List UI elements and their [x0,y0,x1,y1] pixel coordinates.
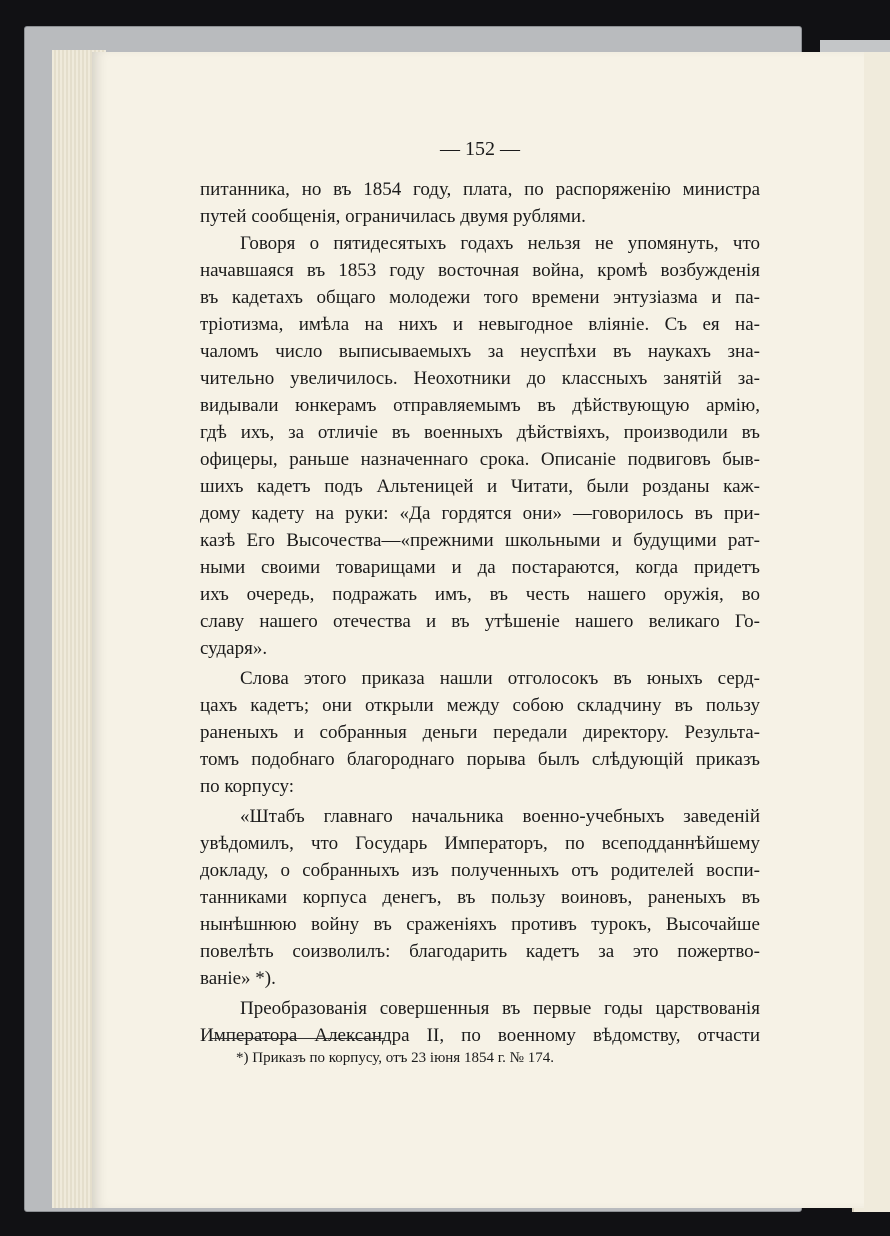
text-line: цахъ кадетъ; они открыли между собою складчину въ пользу [200,695,760,716]
text-line: гдѣ ихъ, за отличіе въ военныхъ дѣйствіяхъ, производили въ [200,422,760,443]
text-line: увѣдомилъ, что Государь Императоръ, по всеподданнѣйшему [200,833,760,854]
text-line: танниками корпуса денегъ, въ пользу воиновъ, раненыхъ въ [200,887,760,908]
text-line: «Штабъ главнаго начальника военно-учебныхъ заведеній [240,806,760,827]
footnote: *) Приказъ по корпусу, отъ 23 іюня 1854 г. № 174. [236,1050,554,1066]
text-line: сударя». [200,638,268,659]
text-line: докладу, о собранныхъ изъ полученныхъ отъ родителей воспи- [200,860,760,881]
text-line: Слова этого приказа нашли отголосокъ въ юныхъ серд- [240,668,760,689]
text-line: въ кадетахъ общаго молодежи того времени энтузіазма и па- [200,287,760,308]
text-line: питанника, но въ 1854 году, плата, по распоряженію министра [200,179,760,200]
text-line: Говоря о пятидесятыхъ годахъ нельзя не упомянуть, что [240,233,760,254]
text-line: ваніе» *). [200,968,276,989]
text-line: видывали юнкерамъ отправляемымъ въ дѣйствующую армію, [200,395,760,416]
text-line: нынѣшнюю войну въ сраженіяхъ противъ турокъ, Высочайше [200,914,760,935]
text-line: раненыхъ и собранныя деньги передали директору. Результа- [200,722,760,743]
text-line: повелѣть соизволилъ: благодарить кадетъ за это пожертво- [200,941,760,962]
text-line: Преобразованія совершенныя въ первые годы царствованія [240,998,760,1019]
text-line: ными своими товарищами и да постараются, когда придетъ [200,557,760,578]
text-line: дому кадету на руки: «Да гордятся они» —говорилось въ при- [200,503,760,524]
text-line: славу нашего отечества и въ утѣшеніе нашего великаго Го- [200,611,760,632]
page-number: — 152 — [440,138,520,160]
text-line: по корпусу: [200,776,295,797]
text-line: чительно увеличилось. Неохотники до классныхъ занятій за- [200,368,760,389]
footnote-rule [210,1038,384,1039]
text-line: казѣ Его Высочества—«прежними школьными и будущими рат- [200,530,760,551]
text-line: путей сообщенія, ограничилась двумя рублями. [200,206,586,227]
text-line: тріотизма, имѣла на нихъ и невыгодное вліяніе. Съ ея на- [200,314,760,335]
text-line: офицеры, раньше назначеннаго срока. Описаніе подвиговъ быв- [200,449,760,470]
body-text [200,176,760,1049]
text-line: шихъ кадетъ подъ Альтеницей и Читати, были розданы каж- [200,476,760,497]
text-line: начавшаяся въ 1853 году восточная война, кромѣ возбужденія [200,260,760,281]
text-line: томъ подобнаго благороднаго порыва былъ слѣдующій приказъ [200,749,760,770]
text-line: Императора Александра II, по военному вѣдомству, отчасти [200,1025,760,1046]
text-line: ихъ очередь, подражать имъ, въ честь нашего оружія, во [200,584,760,605]
text-line: чаломъ число выписываемыхъ за неуспѣхи въ наукахъ зна- [200,341,760,362]
